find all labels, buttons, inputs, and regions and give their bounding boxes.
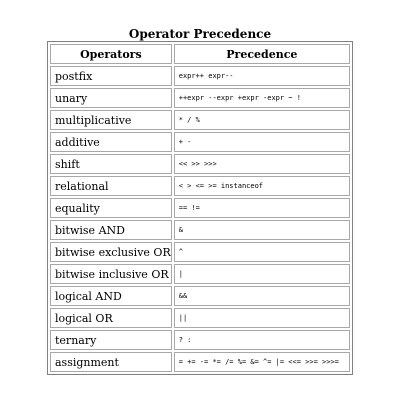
precedence-cell: = += -= *= /= %= &= ^= |= <<= >>= >>>= — [174, 352, 350, 372]
table-row — [50, 308, 350, 328]
table-body — [50, 66, 350, 372]
operator-cell: ternary — [50, 330, 172, 350]
operator-cell: logical OR — [50, 308, 172, 328]
operator-cell: relational — [50, 176, 172, 196]
operators-column-header: Operators — [50, 44, 172, 64]
precedence-cell: < > <= >= instanceof — [174, 176, 350, 196]
precedence-cell: ++expr --expr +expr -expr ~ ! — [174, 88, 350, 108]
table-row — [50, 264, 350, 284]
table-row — [50, 110, 350, 130]
table-row — [50, 198, 350, 218]
table-row — [50, 330, 350, 350]
precedence-column-header: Precedence — [174, 44, 350, 64]
table-header-row — [50, 44, 350, 64]
operator-cell: unary — [50, 88, 172, 108]
table-row — [50, 352, 350, 372]
table-row — [50, 176, 350, 196]
operator-cell: equality — [50, 198, 172, 218]
table-row — [50, 88, 350, 108]
precedence-cell: == != — [174, 198, 350, 218]
precedence-cell: expr++ expr-- — [174, 66, 350, 86]
table-caption: Operator Precedence — [128, 27, 272, 41]
operator-cell: additive — [50, 132, 172, 152]
table-row — [50, 286, 350, 306]
table-row — [50, 242, 350, 262]
operator-cell: shift — [50, 154, 172, 174]
table-row — [50, 220, 350, 240]
operator-cell: logical AND — [50, 286, 172, 306]
precedence-cell: && — [174, 286, 350, 306]
precedence-cell: * / % — [174, 110, 350, 130]
operator-cell: assignment — [50, 352, 172, 372]
operator-cell: bitwise exclusive OR — [50, 242, 172, 262]
operator-precedence-table — [47, 41, 353, 375]
operator-cell: bitwise AND — [50, 220, 172, 240]
table-row — [50, 132, 350, 152]
precedence-cell: | — [174, 264, 350, 284]
precedence-cell: ? : — [174, 330, 350, 350]
operator-cell: postfix — [50, 66, 172, 86]
precedence-cell: || — [174, 308, 350, 328]
table-row — [50, 154, 350, 174]
precedence-cell: & — [174, 220, 350, 240]
precedence-cell: + - — [174, 132, 350, 152]
precedence-cell: ^ — [174, 242, 350, 262]
operator-cell: bitwise inclusive OR — [50, 264, 172, 284]
operator-cell: multiplicative — [50, 110, 172, 130]
table-row — [50, 66, 350, 86]
precedence-cell: << >> >>> — [174, 154, 350, 174]
